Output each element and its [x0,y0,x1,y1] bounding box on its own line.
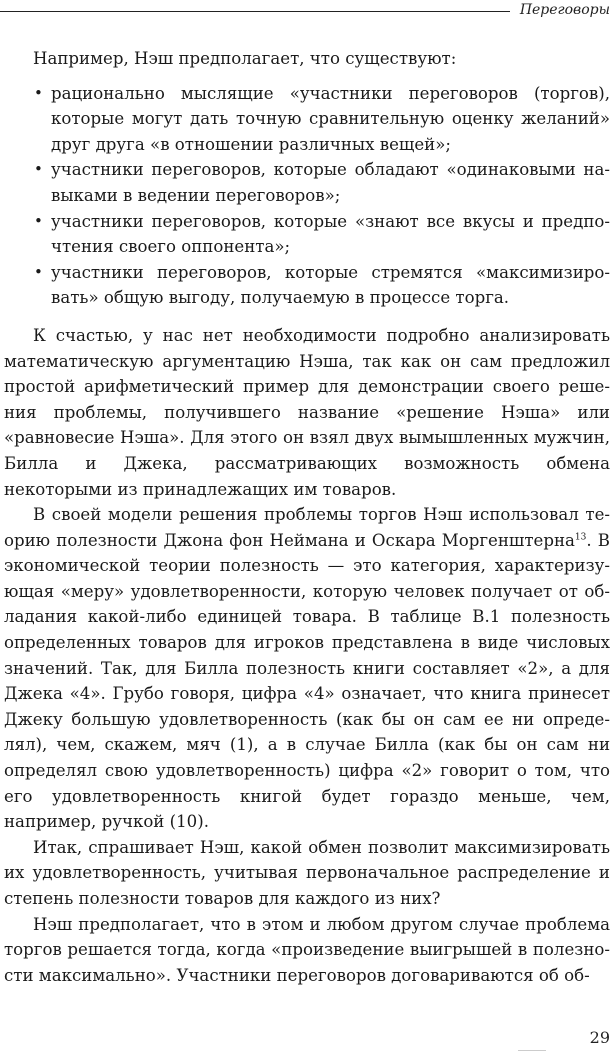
header-rule [0,11,510,12]
page-body [4,46,610,988]
bullet-icon: • [34,83,43,102]
page-number: 29 [589,1028,610,1047]
list-item-text: участники переговоров, которые обладают «одинаковыми навыками в ведении переговоров»; [51,160,610,205]
paragraph-2-text-end: . В экономической теории полезность — это категория, характеризующая «меру» удовлетворенности, которую человек получает от обладания какой-либо единицей товара. В таблице В.1 полезность определенных товаров для игроков представлена в виде числовых значений. Так, для Билла полезность книги составляет «2», а для Джека «4». Грубо говоря, цифра «4» означает, что книга принесет Джеку большую удовлетворенность (как бы он сам ее ни определял), чем, скажем, мяч (1), а в случае Билла (как бы он сам ни определял свою удовлетворенность) цифра «2» говорит о том, что его удовлетворенность книгой будет гораздо меньше, чем, например, ручкой (10). [4,530,610,832]
running-header [0,0,612,22]
bullet-icon: • [34,262,43,281]
bullet-icon: • [34,160,43,179]
list-item [4,209,610,260]
list-item-text: участники переговоров, которые «знают все вкусы и предпочтения своего оппонента»; [51,211,610,257]
list-item [4,81,610,158]
body-paragraph-1: К счастью, у нас нет необходимости подробно анализировать математическую аргументацию Нэша, так как он сам предложил простой арифметический пример для демонстрации своего решения проблемы, получившего название «решение Нэша» или «равновесие Нэша». Для этого он взял двух вымышленных мужчин, Билла и Джека, рассматривающих возможность обмена некоторыми из принадлежащих им товаров. [4,325,610,499]
list-item [4,260,610,311]
footnote-reference[interactable]: 13 [574,532,587,543]
body-paragraph-2 [4,502,610,835]
list-item-text: участники переговоров, которые стремятся «максимизировать» общую выгоду, получаемую в процессе торга. [51,262,610,308]
body-paragraph-3: Итак, спрашивает Нэш, какой обмен позволит максимизировать их удовлетворенность, учитывая первоначальное распределение и степень полезности товаров для каждого из них? [4,837,610,908]
paragraph-2-text-start: В своей модели решения проблемы торгов Нэш использовал теорию полезности Джона фон Неймана и Оскара Моргенштерна [4,505,610,550]
list-item-text: рационально мыслящие «участники переговоров (торгов), которые могут дать точную сравнительную оценку желаний» друг друга «в отношении различных вещей»; [51,83,610,154]
body-paragraph-4: Нэш предполагает, что в этом и любом другом случае проблема торгов решается тогда, когда «произведение выигрышей в полезности максимально». Участники переговоров договариваются об об- [4,914,610,985]
bullet-icon: • [34,211,43,230]
list-item [4,157,610,208]
intro-paragraph: Например, Нэш предполагает, что существуют: [33,49,457,68]
footer-mark [518,1050,546,1051]
running-title: Переговоры [519,2,610,18]
bullet-list [4,81,610,311]
